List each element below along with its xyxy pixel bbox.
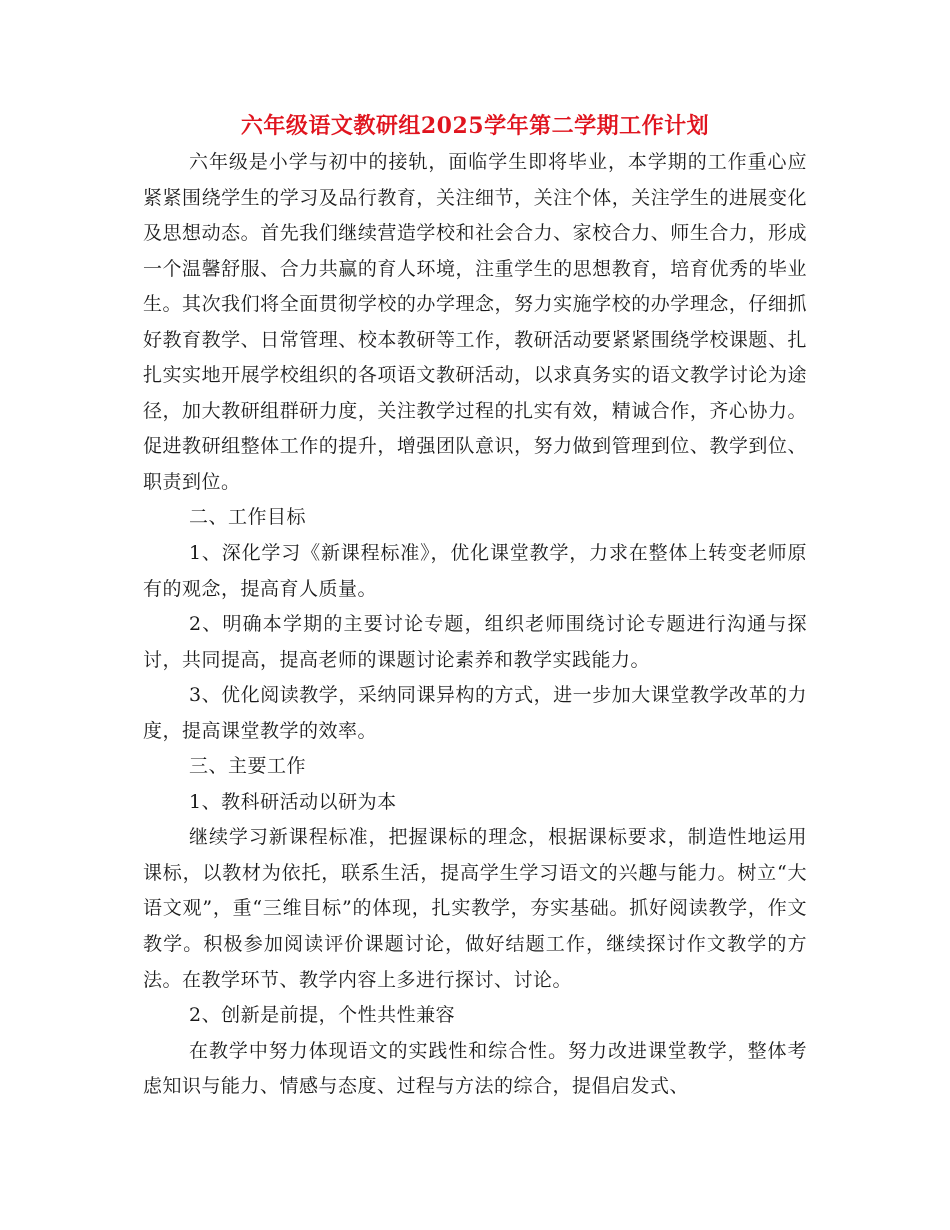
section-heading-goals: 二、工作目标 bbox=[189, 506, 307, 529]
research-paragraph: 继续学习新课程标准，把握课标的理念，根据课标要求，制造性地运用课标，以教材为依托，联系生活，提高学生学习语文的兴趣与能力。树立“大语文观”，重“三维目标”的体现，扎实教学，夯实基础。抓好阅读教学，作文教学。积极参加阅读评价课题讨论，做好结题工作，继续探讨作文教学的方法。在教学环节、教学内容上多进行探讨、讨论。 bbox=[143, 826, 807, 991]
innovation-paragraph: 在教学中努力体现语文的实践性和综合性。努力改进课堂教学，整体考虑知识与能力、情感与态度、过程与方法的综合，提倡启发式、 bbox=[143, 1039, 807, 1098]
intro-paragraph: 六年级是小学与初中的接轨，面临学生即将毕业，本学期的工作重心应紧紧围绕学生的学习及品行教育，关注细节，关注个体，关注学生的进展变化及思想动态。首先我们继续营造学校和社会合力、家校合力、师生合力，形成一个温馨舒服、合力共赢的育人环境，注重学生的思想教育，培育优秀的毕业生。其次我们将全面贯彻学校的办学理念，努力实施学校的办学理念，仔细抓好教育教学、日常管理、校本教研等工作，教研活动要紧紧围绕学校课题、扎扎实实地开展学校组织的各项语文教研活动，以求真务实的语文教学讨论为途径，加大教研组群研力度，关注教学过程的扎实有效，精诚合作，齐心协力。促进教研组整体工作的提升，增强团队意识，努力做到管理到位、教学到位、职责到位。 bbox=[143, 151, 807, 493]
document-title: 六年级语文教研组2025学年第二学期工作计划 bbox=[240, 113, 710, 139]
subheading-research: 1、教科研活动以研为本 bbox=[189, 790, 397, 813]
subheading-innovation: 2、创新是前提，个性共性兼容 bbox=[189, 1004, 456, 1027]
goal-item-1: 1、深化学习《新课程标准》，优化课堂教学，力求在整体上转变老师原有的观念，提高育人质量。 bbox=[143, 542, 807, 600]
goal-item-2: 2、明确本学期的主要讨论专题，组织老师围绕讨论专题进行沟通与探讨，共同提高，提高老师的课题讨论素养和教学实践能力。 bbox=[143, 613, 807, 671]
document-body bbox=[143, 145, 807, 1105]
section-heading-main-work: 三、主要工作 bbox=[189, 755, 307, 778]
goal-item-3: 3、优化阅读教学，采纳同课异构的方式，进一步加大课堂教学改革的力度，提高课堂教学的效率。 bbox=[143, 684, 807, 742]
